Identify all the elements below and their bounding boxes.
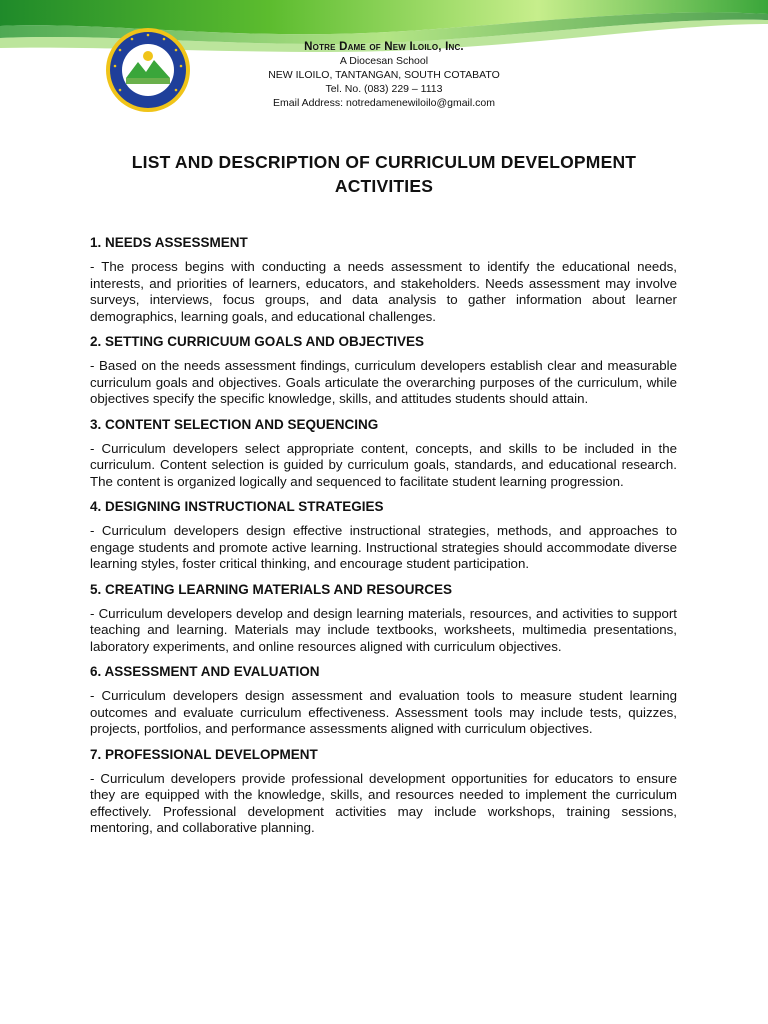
section-heading: 1. NEEDS ASSESSMENT [90,235,248,250]
school-name: Notre Dame of New Iloilo, Inc. [304,41,464,53]
section-paragraph: - Curriculum developers provide professional development opportunities for educators to ensure they are equipped with the knowledge, skills, and resources needed to implement the curriculum effectively. Professional development activities may include workshops, training sessions, mentoring, and collaborative planning. [90,770,677,835]
school-address: NEW ILOILO, TANTANGAN, SOUTH COTABATO [268,69,500,81]
document-body [90,234,677,845]
section-heading: 3. CONTENT SELECTION AND SEQUENCING [90,416,379,432]
school-subtitle: A Diocesan School [339,55,429,67]
section-heading: 7. PROFESSIONAL DEVELOPMENT [90,746,318,762]
section-paragraph: - Curriculum developers design effective instructional strategies, methods, and approaches to engage students and promote active learning. Instructional strategies should accommodate diverse learning styles, foster critical thinking, and encourage student participation. [90,523,677,571]
section-assessment-evaluation [90,663,677,738]
school-seal-logo [104,26,192,114]
section-goals-objectives [90,333,677,408]
section-paragraph: - Curriculum developers select appropriate content, concepts, and skills to be included in the curriculum. Content selection is guided by curriculum goals, standards, and educational research. The content is organized logically and sequenced to facilitate student learning progression. [90,440,677,489]
section-professional-development [90,746,677,837]
document-title [70,150,698,198]
document-title-line-2: ACTIVITIES [334,176,434,196]
section-paragraph: - Curriculum developers develop and design learning materials, resources, and activities to support teaching and learning. Materials may include textbooks, worksheets, multimedia presentations, laboratory experiments, and online resources aligned with curriculum objectives. [90,605,677,654]
section-heading: 5. CREATING LEARNING MATERIALS AND RESOURCES [90,581,453,597]
section-paragraph: - Curriculum developers design assessment and evaluation tools to measure student learning outcomes and evaluate curriculum effectiveness. Assessment tools may include tests, quizzes, projects, portfolios, and performance assessments aligned with curriculum objectives. [90,688,677,736]
section-learning-materials [90,581,677,656]
document-title-line-1: LIST AND DESCRIPTION OF CURRICULUM DEVELOPMENT [131,152,637,172]
section-heading: 6. ASSESSMENT AND EVALUATION [90,664,320,679]
school-email: Email Address: notredamenewiloilo@gmail.com [273,97,495,109]
school-telephone: Tel. No. (083) 229 – 1113 [325,83,443,95]
section-instructional-strategies [90,498,677,573]
section-paragraph: - Based on the needs assessment findings, curriculum developers establish clear and measurable curriculum goals and objectives. Goals articulate the overarching purposes of the curriculum, while objectives specify the specific knowledge, skills, and attitudes students should attain. [90,358,677,406]
section-needs-assessment [90,234,677,325]
section-heading: 2. SETTING CURRICUUM GOALS AND OBJECTIVES [90,334,425,349]
school-header [200,40,568,110]
section-heading: 4. DESIGNING INSTRUCTIONAL STRATEGIES [90,499,384,514]
section-paragraph: - The process begins with conducting a needs assessment to identify the educational needs, interests, and priorities of learners, educators, and stakeholders. Needs assessment may involve surveys, interviews, focus groups, and data analysis to gather information about learner demographics, learning goals, and educational challenges. [90,259,677,324]
section-content-selection [90,416,677,491]
